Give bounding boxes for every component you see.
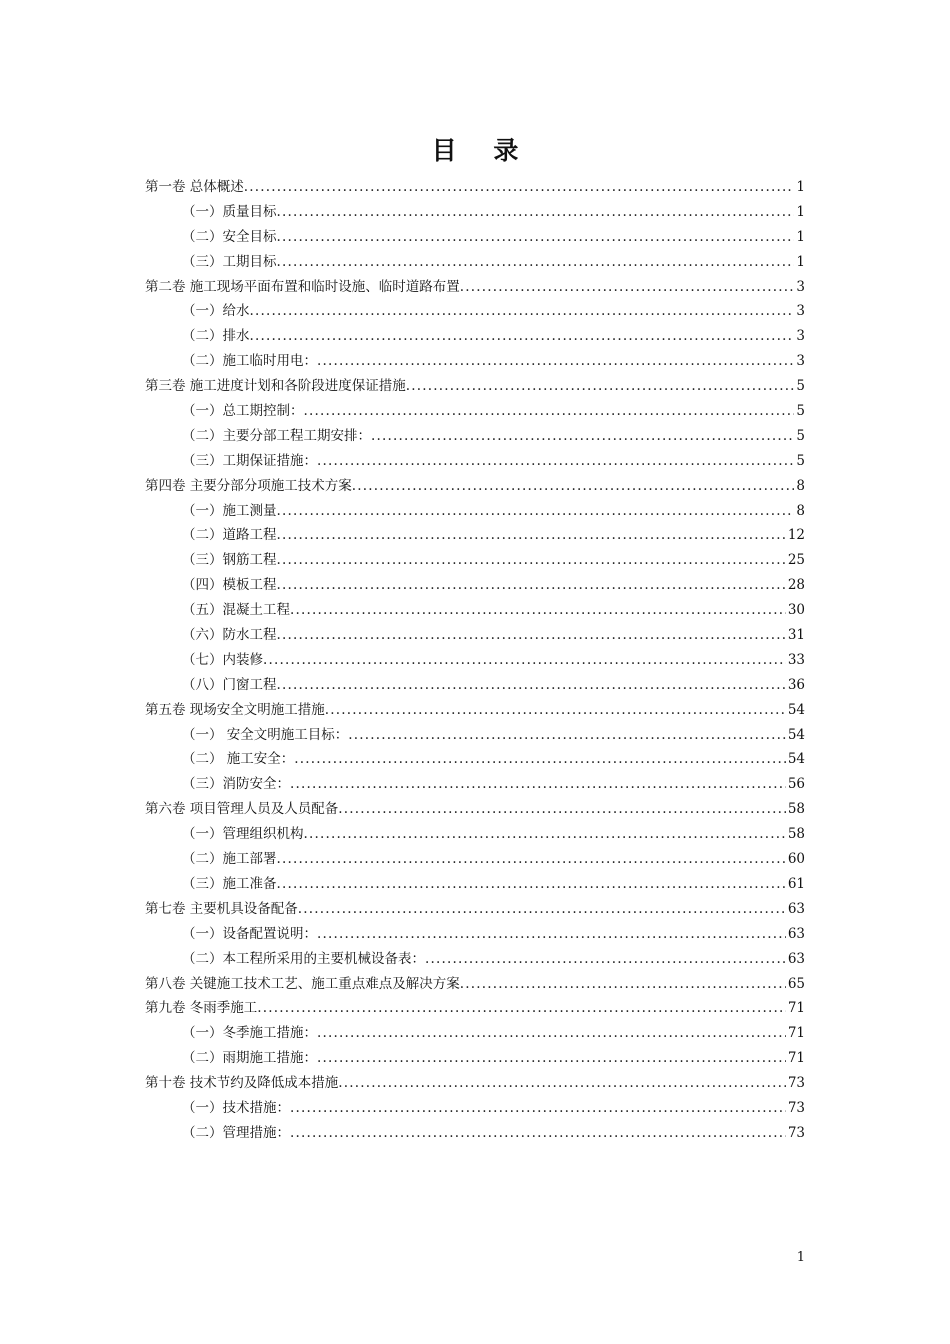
toc-entry-page: 33 — [787, 651, 805, 668]
toc-entry-text: （三）消防安全： — [182, 776, 290, 793]
toc-entry-text: 第六卷 项目管理人员及人员配备 — [145, 801, 339, 818]
toc-entry-page: 71 — [787, 1050, 805, 1067]
toc-dot-leader — [338, 797, 786, 822]
toc-dot-leader — [277, 523, 786, 548]
toc-entry-text: （二）本工程所采用的主要机械设备表： — [182, 950, 425, 967]
toc-section-entry[interactable] — [145, 200, 805, 225]
toc-section-entry[interactable] — [145, 548, 805, 573]
toc-entry-text: （二）施工部署 — [182, 851, 277, 868]
toc-entry-text: （二）主要分部工程工期安排： — [182, 427, 371, 444]
toc-entry-page: 73 — [787, 1075, 805, 1092]
toc-entry-page: 30 — [787, 602, 805, 619]
toc-entry-page: 54 — [787, 701, 805, 718]
toc-entry-text: （八）门窗工程 — [182, 676, 277, 693]
toc-dot-leader — [244, 175, 795, 200]
toc-dot-leader — [277, 548, 786, 573]
toc-dot-leader — [294, 747, 786, 772]
toc-entry-text: （二）施工临时用电： — [182, 353, 317, 370]
toc-entry-page: 58 — [787, 826, 805, 843]
toc-dot-leader — [277, 225, 795, 250]
toc-entry-page: 56 — [787, 776, 805, 793]
toc-dot-leader — [460, 275, 795, 300]
toc-section-entry[interactable] — [145, 847, 805, 872]
toc-dot-leader — [317, 349, 794, 374]
toc-entry-text: （一） 安全文明施工目标： — [182, 726, 349, 743]
toc-dot-leader — [290, 772, 786, 797]
toc-entry-text: （二）排水 — [182, 328, 250, 345]
toc-entry-page: 1 — [796, 203, 805, 220]
toc-entry-text: （二） 施工安全： — [182, 751, 295, 768]
toc-entry-text: （三）工期目标 — [182, 253, 277, 270]
toc-entry-text: （一）设备配置说明： — [182, 925, 317, 942]
toc-section-entry[interactable] — [145, 424, 805, 449]
toc-dot-leader — [348, 723, 786, 748]
toc-entry-page: 54 — [787, 726, 805, 743]
toc-dot-leader — [263, 648, 786, 673]
toc-chapter-entry[interactable] — [145, 374, 805, 399]
toc-entry-text: （五）混凝土工程 — [182, 602, 290, 619]
toc-dot-leader — [317, 449, 794, 474]
toc-entry-text: 第九卷 冬雨季施工 — [145, 1000, 258, 1017]
toc-entry-text: （二）雨期施工措施： — [182, 1050, 317, 1067]
toc-dot-leader — [277, 872, 786, 897]
toc-entry-page: 25 — [787, 552, 805, 569]
toc-section-entry[interactable] — [145, 772, 805, 797]
toc-entry-text: 第八卷 关键施工技术工艺、施工重点难点及解决方案 — [145, 975, 460, 992]
toc-entry-page: 1 — [796, 179, 805, 195]
toc-entry-page: 5 — [796, 403, 805, 420]
toc-dot-leader — [425, 947, 786, 972]
toc-entry-page: 58 — [787, 801, 805, 818]
toc-entry-page: 3 — [796, 278, 805, 295]
toc-entry-text: （三）钢筋工程 — [182, 552, 277, 569]
toc-section-entry[interactable] — [145, 299, 805, 324]
toc-chapter-entry[interactable] — [145, 698, 805, 723]
toc-entry-text: （一）给水 — [182, 303, 250, 320]
toc-entry-text: （一）总工期控制： — [182, 403, 304, 420]
toc-entry-page: 3 — [796, 353, 805, 370]
toc-section-entry[interactable] — [145, 1096, 805, 1121]
toc-chapter-entry[interactable] — [145, 972, 805, 997]
toc-entry-text: （七）内装修 — [182, 651, 263, 668]
toc-section-entry[interactable] — [145, 1121, 805, 1146]
toc-section-entry[interactable] — [145, 747, 805, 772]
toc-entry-page: 73 — [787, 1099, 805, 1116]
toc-dot-leader — [277, 499, 795, 524]
toc-section-entry[interactable] — [145, 598, 805, 623]
toc-chapter-entry[interactable] — [145, 897, 805, 922]
table-of-contents — [145, 175, 805, 1146]
toc-chapter-entry[interactable] — [145, 474, 805, 499]
toc-entry-page: 36 — [787, 676, 805, 693]
toc-entry-page: 63 — [787, 950, 805, 967]
toc-section-entry[interactable] — [145, 399, 805, 424]
toc-entry-page: 12 — [787, 527, 805, 544]
toc-section-entry[interactable] — [145, 499, 805, 524]
toc-section-entry[interactable] — [145, 822, 805, 847]
toc-entry-text: （六）防水工程 — [182, 627, 277, 644]
toc-dot-leader — [277, 573, 786, 598]
toc-entry-page: 63 — [787, 900, 805, 917]
toc-dot-leader — [277, 200, 795, 225]
toc-entry-page: 60 — [787, 851, 805, 868]
toc-dot-leader — [298, 897, 786, 922]
toc-section-entry[interactable] — [145, 623, 805, 648]
toc-dot-leader — [277, 847, 786, 872]
toc-entry-text: （四）模板工程 — [182, 577, 277, 594]
toc-entry-text: （二）道路工程 — [182, 527, 277, 544]
toc-entry-text: （三）工期保证措施： — [182, 452, 317, 469]
toc-entry-text: （一）技术措施： — [182, 1099, 290, 1116]
toc-entry-page: 65 — [787, 975, 805, 992]
toc-section-entry[interactable] — [145, 324, 805, 349]
toc-section-entry[interactable] — [145, 225, 805, 250]
toc-section-entry[interactable] — [145, 1046, 805, 1071]
toc-dot-leader — [277, 623, 786, 648]
toc-dot-leader — [338, 1071, 786, 1096]
page-number: 1 — [796, 1250, 805, 1265]
toc-chapter-entry[interactable] — [145, 175, 805, 200]
toc-entry-text: （三）施工准备 — [182, 875, 277, 892]
toc-dot-leader — [406, 374, 795, 399]
toc-dot-leader — [304, 399, 795, 424]
toc-entry-page: 8 — [796, 502, 805, 519]
toc-dot-leader — [257, 996, 786, 1021]
toc-dot-leader — [277, 673, 786, 698]
toc-entry-page: 61 — [787, 875, 805, 892]
toc-section-entry[interactable] — [145, 947, 805, 972]
toc-entry-text: （二）安全目标 — [182, 228, 277, 245]
toc-entry-page: 5 — [796, 427, 805, 444]
toc-entry-page: 28 — [787, 577, 805, 594]
toc-section-entry[interactable] — [145, 872, 805, 897]
toc-section-entry[interactable] — [145, 523, 805, 548]
toc-dot-leader — [304, 822, 786, 847]
toc-title: 目 录 — [431, 136, 533, 165]
toc-chapter-entry[interactable] — [145, 275, 805, 300]
toc-chapter-entry[interactable] — [145, 996, 805, 1021]
toc-dot-leader — [250, 324, 795, 349]
toc-dot-leader — [317, 1021, 786, 1046]
toc-entry-page: 3 — [796, 328, 805, 345]
toc-dot-leader — [290, 598, 786, 623]
toc-entry-page: 1 — [796, 228, 805, 245]
toc-entry-text: 第七卷 主要机具设备配备 — [145, 900, 298, 917]
toc-entry-text: 第三卷 施工进度计划和各阶段进度保证措施 — [145, 378, 406, 395]
toc-entry-text: （一）施工测量 — [182, 502, 277, 519]
toc-entry-page: 73 — [787, 1124, 805, 1141]
toc-dot-leader — [277, 250, 795, 275]
toc-dot-leader — [290, 1121, 786, 1146]
toc-entry-text: （一）冬季施工措施： — [182, 1025, 317, 1042]
toc-entry-text: 第一卷 总体概述 — [145, 179, 244, 195]
toc-entry-text: 第四卷 主要分部分项施工技术方案 — [145, 477, 352, 494]
toc-chapter-entry[interactable] — [145, 797, 805, 822]
toc-section-entry[interactable] — [145, 673, 805, 698]
toc-entry-page: 5 — [796, 452, 805, 469]
toc-entry-page: 8 — [796, 477, 805, 494]
toc-dot-leader — [460, 972, 786, 997]
toc-section-entry[interactable] — [145, 723, 805, 748]
toc-section-entry[interactable] — [145, 449, 805, 474]
toc-entry-page: 63 — [787, 925, 805, 942]
toc-entry-page: 31 — [787, 627, 805, 644]
toc-dot-leader — [317, 922, 786, 947]
toc-entry-page: 3 — [796, 303, 805, 320]
toc-section-entry[interactable] — [145, 1021, 805, 1046]
toc-entry-page: 71 — [787, 1000, 805, 1017]
toc-entry-text: （二）管理措施： — [182, 1124, 290, 1141]
toc-entry-text: （一）质量目标 — [182, 203, 277, 220]
toc-entry-text: 第十卷 技术节约及降低成本措施 — [145, 1075, 339, 1092]
toc-entry-page: 5 — [796, 378, 805, 395]
toc-section-entry[interactable] — [145, 573, 805, 598]
toc-entry-text: 第五卷 现场安全文明施工措施 — [145, 701, 325, 718]
toc-dot-leader — [325, 698, 786, 723]
toc-section-entry[interactable] — [145, 250, 805, 275]
toc-dot-leader — [352, 474, 795, 499]
toc-dot-leader — [250, 299, 795, 324]
toc-section-entry[interactable] — [145, 922, 805, 947]
toc-entry-text: 第二卷 施工现场平面布置和临时设施、临时道路布置 — [145, 278, 460, 295]
toc-section-entry[interactable] — [145, 349, 805, 374]
toc-dot-leader — [317, 1046, 786, 1071]
toc-dot-leader — [290, 1096, 786, 1121]
toc-entry-page: 1 — [796, 253, 805, 270]
toc-section-entry[interactable] — [145, 648, 805, 673]
toc-dot-leader — [371, 424, 794, 449]
toc-entry-page: 71 — [787, 1025, 805, 1042]
toc-entry-page: 54 — [787, 751, 805, 768]
toc-chapter-entry[interactable] — [145, 1071, 805, 1096]
toc-entry-text: （一）管理组织机构 — [182, 826, 304, 843]
